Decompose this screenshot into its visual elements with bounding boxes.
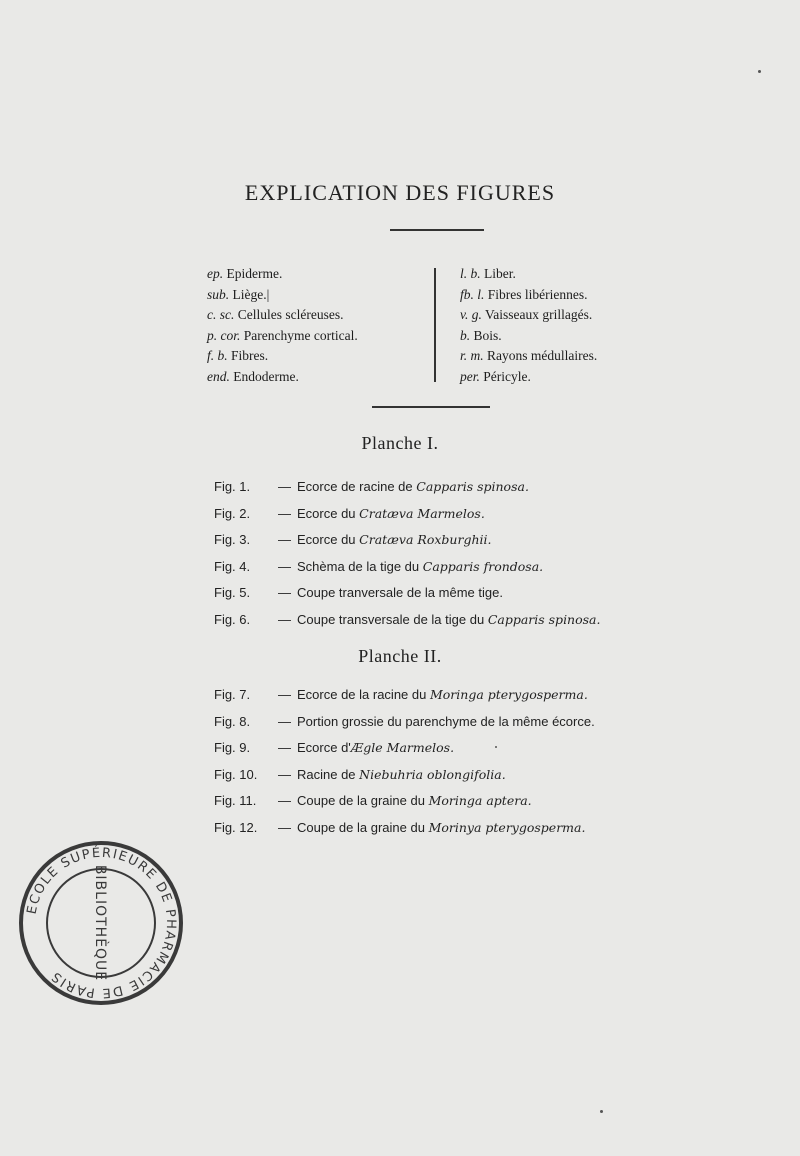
figure-number: Fig. 12. — [214, 819, 258, 835]
legend-abbr: end. — [207, 368, 230, 384]
figure-caption: Schèma de la tige du — [297, 558, 420, 574]
figure-species: Capparis spinosa. — [416, 479, 529, 494]
paper-speck — [600, 1110, 603, 1113]
figure-list — [214, 682, 595, 841]
figure-caption: Ecorce du — [297, 505, 356, 521]
section-divider — [372, 406, 490, 408]
figure-item: Fig. 6. — Coupe transversale de la tige du Capparis spinosa. — [214, 607, 600, 634]
stamp-inner-text: BIBLIOTHÈQUE — [92, 864, 108, 982]
figure-number: Fig. 3. — [214, 532, 251, 547]
figure-species: Morinya pterygosperma. — [428, 819, 586, 835]
paper-speck — [758, 70, 761, 73]
legend-right-column — [460, 264, 680, 387]
figure-number: Fig. 5. — [214, 585, 251, 600]
figure-caption: Ecorce de racine de — [297, 479, 413, 494]
figure-caption: Coupe de la graine du — [297, 793, 425, 808]
figure-number: Fig. 10. — [214, 766, 258, 782]
figure-number: Fig. 6. — [214, 611, 251, 627]
figure-species: Ægle Marmelos. — [350, 740, 455, 755]
legend-item — [207, 346, 427, 367]
figure-item: Fig. 8. — Portion grossie du parenchyme de la même écorce. — [214, 709, 595, 736]
figure-caption: Ecorce du — [297, 532, 356, 547]
legend-text: Parenchyme cortical. — [243, 327, 358, 343]
legend-text: Bois. — [473, 327, 502, 343]
figure-number: Fig. 4. — [214, 558, 251, 574]
figure-species: Capparis frondosa. — [422, 558, 544, 574]
figure-species: Capparis spinosa. — [487, 611, 601, 627]
legend-item — [460, 264, 680, 285]
legend-item — [460, 367, 680, 388]
figure-item: Fig. 10. — Racine de Niebuhria oblongifolia. — [214, 762, 595, 789]
figure-caption: Coupe tranversale de la même tige. — [297, 585, 503, 600]
legend-item — [207, 264, 427, 285]
legend-text: Fibres. — [231, 348, 269, 363]
legend-abbr: c. sc. — [207, 307, 235, 322]
legend-item — [207, 367, 427, 388]
legend-abbr: p. cor. — [207, 327, 241, 343]
legend-text: Péricyle. — [483, 368, 531, 384]
figure-species: Cratæva Roxburghii. — [359, 532, 492, 547]
legend-item — [207, 285, 427, 306]
legend-abbr: b. — [460, 327, 471, 343]
figure-item: Fig. 1. — Ecorce de racine de Capparis spinosa. — [214, 474, 600, 501]
figure-species: Moringa aptera. — [428, 793, 532, 808]
library-stamp — [16, 838, 186, 1008]
legend-abbr: f. b. — [207, 348, 228, 363]
figure-caption: Coupe de la graine du — [297, 819, 425, 835]
figure-number: Fig. 1. — [214, 479, 251, 494]
legend-item — [460, 285, 680, 306]
figure-species: Cratæva Marmelos. — [359, 505, 485, 521]
paper-speck — [495, 746, 497, 748]
figure-caption: Coupe transversale de la tige du — [297, 611, 485, 627]
page-title: EXPLICATION DES FIGURES — [244, 180, 556, 205]
legend-abbr: ep. — [207, 266, 224, 281]
legend-text: Rayons médullaires. — [487, 348, 598, 363]
legend-item — [460, 346, 680, 367]
figure-caption: Racine de — [297, 766, 356, 782]
figure-number: Fig. 2. — [214, 505, 251, 521]
figure-item: Fig. 5. — Coupe tranversale de la même tige. — [214, 580, 600, 607]
figure-item: Fig. 11. — Coupe de la graine du Moringa aptera. — [214, 788, 595, 815]
plate-heading: Planche II. — [358, 646, 442, 666]
legend-left-column — [207, 264, 427, 387]
legend-text: Liber. — [484, 266, 516, 281]
legend-abbr: r. m. — [460, 348, 484, 363]
figure-item: Fig. 9. — Ecorce d'Ægle Marmelos. — [214, 735, 595, 762]
plate-heading: Planche I. — [361, 433, 439, 453]
figure-item: Fig. 12. — Coupe de la graine du Morinya pterygosperma. — [214, 815, 595, 842]
legend-abbr: l. b. — [460, 266, 481, 281]
legend-text: Fibres libériennes. — [487, 286, 588, 302]
figure-caption: Ecorce de la racine du — [297, 687, 427, 702]
figure-caption: Ecorce d' — [297, 740, 351, 755]
legend-abbr: fb. l. — [460, 286, 485, 302]
legend-text: Cellules scléreuses. — [237, 307, 344, 322]
legend-item — [207, 305, 427, 326]
figure-list — [214, 474, 600, 633]
figure-caption: Portion grossie du parenchyme de la même écorce. — [297, 713, 595, 729]
figure-species: Niebuhria oblongifolia. — [359, 766, 506, 782]
legend-text: Vaisseaux grillagés. — [485, 307, 593, 322]
figure-item: Fig. 4. — Schèma de la tige du Capparis frondosa. — [214, 554, 600, 581]
legend-text: Epiderme. — [226, 266, 283, 281]
figure-species: Moringa pterygosperma. — [429, 687, 588, 702]
figure-number: Fig. 9. — [214, 740, 251, 755]
figure-item: Fig. 2. — Ecorce du Cratæva Marmelos. — [214, 501, 600, 528]
figure-number: Fig. 8. — [214, 713, 251, 729]
legend-abbr: v. g. — [460, 307, 482, 322]
legend-column-divider — [434, 268, 436, 382]
legend-abbr: sub. — [207, 286, 230, 302]
legend-text: Endoderme. — [233, 368, 299, 384]
legend-item — [460, 305, 680, 326]
stamp-outer-text: ECOLE SUPÉRIEURE DE PHARMACIE DE PARIS — [24, 845, 179, 1001]
legend-item — [207, 326, 427, 347]
legend-text: Liège.| — [232, 286, 270, 302]
legend-item — [460, 326, 680, 347]
legend-abbr: per. — [460, 368, 480, 384]
figure-number: Fig. 11. — [214, 793, 257, 808]
figure-item: Fig. 3. — Ecorce du Cratæva Roxburghii. — [214, 527, 600, 554]
title-divider — [390, 229, 484, 231]
figure-item: Fig. 7. — Ecorce de la racine du Moringa pterygosperma. — [214, 682, 595, 709]
figure-number: Fig. 7. — [214, 687, 251, 702]
